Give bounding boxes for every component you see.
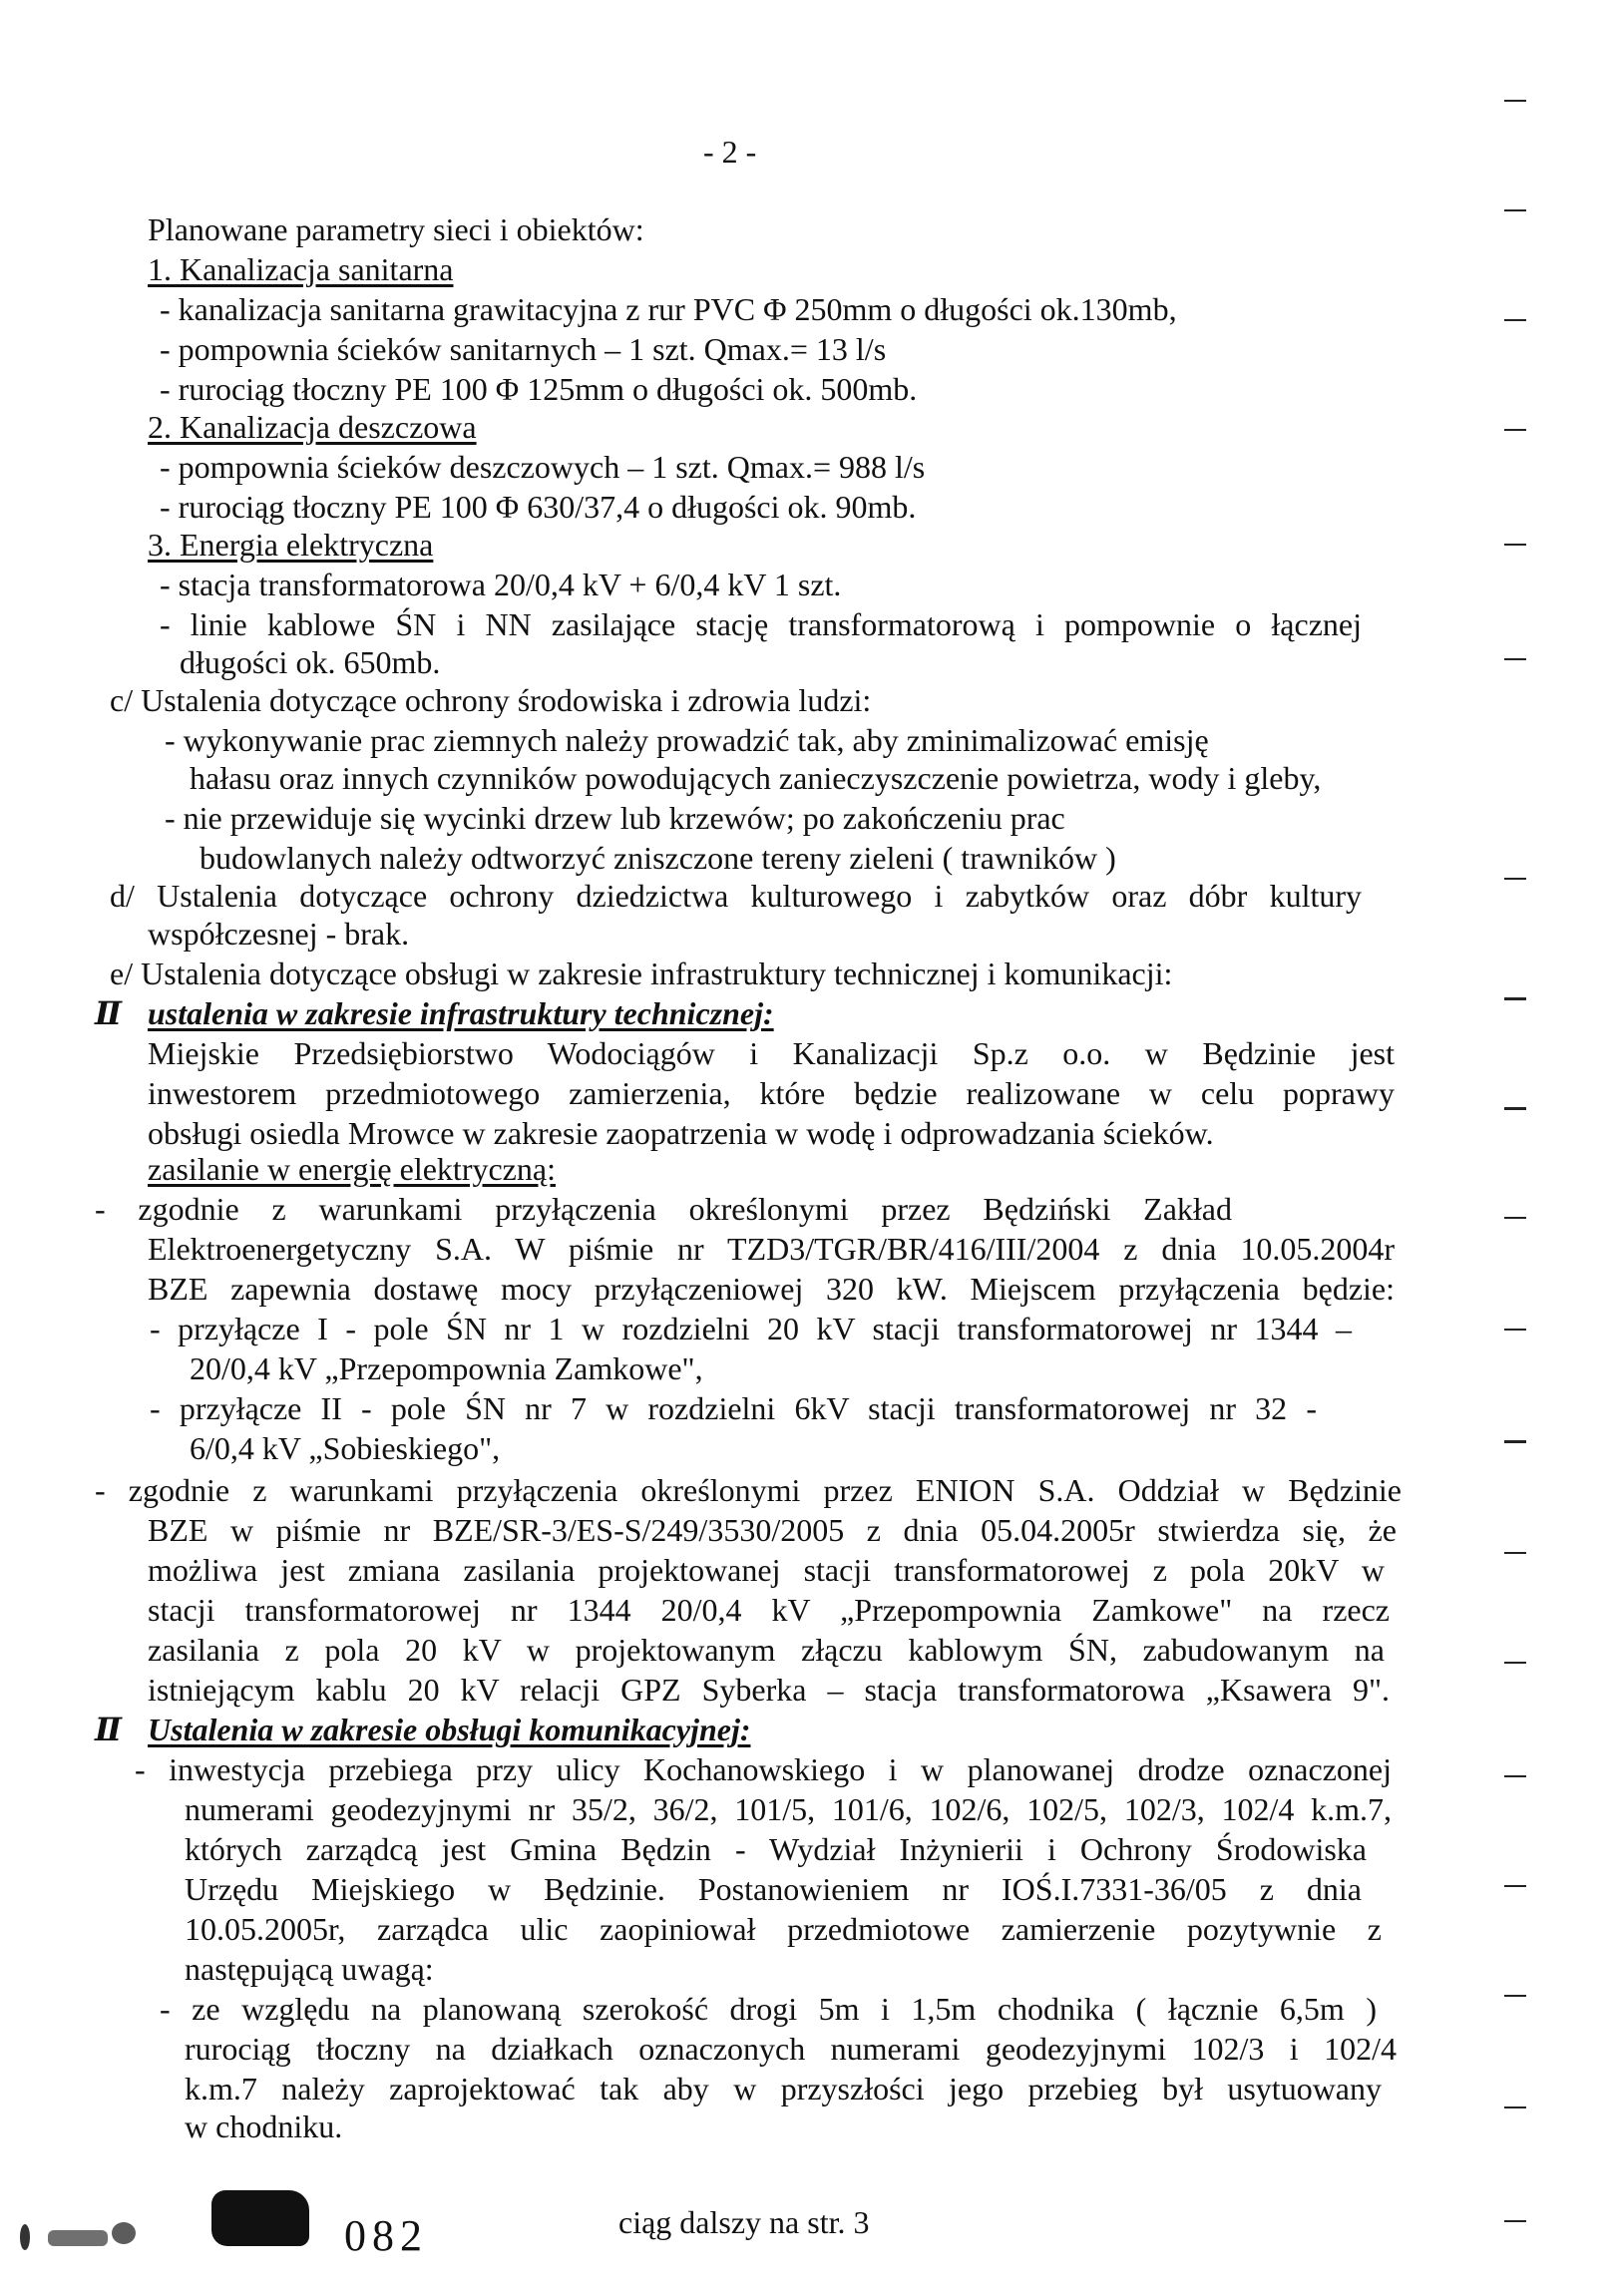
- list-item: - ze względu na planowaną szerokość drogi 5m i 1,5m chodnika ( łącznie 6,5m ): [160, 1991, 1377, 2027]
- list-item: - kanalizacja sanitarna grawitacyjna z rur PVC Φ 250mm o długości ok.130mb,: [160, 291, 1177, 327]
- list-item: - rurociąg tłoczny PE 100 Φ 630/37,4 o długości ok. 90mb.: [160, 489, 917, 525]
- margin-mark: [1504, 1217, 1526, 1219]
- list-item-continuation: budowlanych należy odtworzyć zniszczone tereny zieleni ( trawników ): [200, 840, 1116, 876]
- list-item: - wykonywanie prac ziemnych należy prowadzić tak, aby zminimalizować emisję: [165, 722, 1209, 758]
- margin-mark: [1504, 1552, 1526, 1554]
- margin-mark: [1504, 1662, 1526, 1664]
- list-item: - linie kablowe ŚN i NN zasilające stację transformatorową i pompownie o łącznej: [160, 606, 1362, 642]
- list-item: - zgodnie z warunkami przyłączenia określonymi przez ENION S.A. Oddział w Będzinie: [95, 1472, 1402, 1508]
- list-item: - zgodnie z warunkami przyłączenia określonymi przez Będziński Zakład: [95, 1191, 1232, 1227]
- margin-mark: [1504, 997, 1526, 1000]
- margin-mark: [1504, 2106, 1526, 2108]
- margin-mark: [1504, 878, 1526, 880]
- list-item-continuation: hałasu oraz innych czynników powodujących zanieczyszczenie powietrza, wody i gleby,: [190, 760, 1322, 796]
- paragraph-c: c/ Ustalenia dotyczące ochrony środowiska i zdrowia ludzi:: [110, 682, 872, 718]
- list-item: - pompownia ścieków sanitarnych – 1 szt. Qmax.= 13 l/s: [160, 331, 887, 367]
- list-item-continuation: w chodniku.: [185, 2108, 343, 2144]
- margin-mark: [1504, 1440, 1526, 1443]
- list-item: - inwestycja przebiega przy ulicy Kochanowskiego i w planowanej drodze oznaczonej: [135, 1751, 1392, 1787]
- page-number: - 2 -: [703, 134, 757, 170]
- list-item-continuation: numerami geodezyjnymi nr 35/2, 36/2, 101/5, 101/6, 102/6, 102/5, 102/3, 102/4 k.m.7,: [185, 1791, 1392, 1827]
- komunikacja-marker: Ⅱ: [95, 1712, 122, 1747]
- list-item-continuation: których zarządcą jest Gmina Będzin - Wydział Inżynierii i Ochrony Środowiska: [185, 1831, 1367, 1867]
- margin-mark: [1504, 2220, 1526, 2222]
- list-item-continuation: długości ok. 650mb.: [180, 644, 441, 680]
- continuation-note: ciąg dalszy na str. 3: [618, 2204, 870, 2240]
- paragraph-line: obsługi osiedla Mrowce w zakresie zaopatrzenia w wodę i odprowadzania ścieków.: [148, 1115, 1214, 1151]
- margin-mark: [1504, 319, 1526, 321]
- paragraph-line: inwestorem przedmiotowego zamierzenia, które będzie realizowane w celu poprawy: [148, 1075, 1395, 1111]
- list-item-continuation: BZE zapewnia dostawę mocy przyłączeniowej 320 kW. Miejscem przyłączenia będzie:: [148, 1271, 1395, 1307]
- list-item-continuation: następującą uwagą:: [185, 1951, 434, 1987]
- list-item-continuation: 20/0,4 kV „Przepompownia Zamkowe",: [190, 1350, 703, 1386]
- list-item-continuation: rurociąg tłoczny na działkach oznaczonych numerami geodezyjnymi 102/3 i 102/4: [185, 2031, 1397, 2067]
- margin-mark: [1504, 658, 1526, 660]
- list-item-continuation: Elektroenergetyczny S.A. W piśmie nr TZD3/TGR/BR/416/III/2004 z dnia 10.05.2004r: [148, 1231, 1395, 1267]
- subsection-title-energia-elektryczna: 3. Energia elektryczna: [148, 527, 434, 563]
- list-item-continuation: Urzędu Miejskiego w Będzinie. Postanowieniem nr IOŚ.I.7331-36/05 z dnia: [185, 1871, 1362, 1907]
- subsection-title-zasilanie: zasilanie w energię elektryczną:: [148, 1151, 556, 1187]
- list-item-continuation: stacji transformatorowej nr 1344 20/0,4 kV „Przepompownia Zamkowe" na rzecz: [148, 1592, 1390, 1628]
- ink-blot: [211, 2190, 309, 2246]
- margin-mark: [1504, 1995, 1526, 1997]
- list-item-continuation: możliwa jest zmiana zasilania projektowanej stacji transformatorowej z pola 20kV w: [148, 1552, 1385, 1588]
- paragraph-d: d/ Ustalenia dotyczące ochrony dziedzictwa kulturowego i zabytków oraz dóbr kultury: [110, 878, 1362, 914]
- margin-mark: [1504, 1775, 1526, 1777]
- infra-marker: Ⅱ: [95, 995, 122, 1031]
- scan-speck: [112, 2222, 136, 2244]
- list-item: - rurociąg tłoczny PE 100 Φ 125mm o długości ok. 500mb.: [160, 371, 918, 407]
- margin-mark: [1504, 1329, 1526, 1331]
- margin-mark: [1504, 1107, 1526, 1110]
- list-item-continuation: 10.05.2005r, zarządca ulic zaopiniował przedmiotowe zamierzenie pozytywnie z: [185, 1911, 1382, 1947]
- list-item-continuation: 6/0,4 kV „Sobieskiego",: [190, 1430, 501, 1466]
- margin-mark: [1504, 544, 1526, 546]
- list-item-continuation: BZE w piśmie nr BZE/SR-3/ES-S/249/3530/2005 z dnia 05.04.2005r stwierdza się, że: [148, 1512, 1397, 1548]
- list-item: - pompownia ścieków deszczowych – 1 szt. Qmax.= 988 l/s: [160, 449, 926, 485]
- subsection-title-kanalizacja-sanitarna: 1. Kanalizacja sanitarna: [148, 251, 454, 287]
- paragraph-line: Miejskie Przedsiębiorstwo Wodociągów i Kanalizacji Sp.z o.o. w Będzinie jest: [148, 1035, 1395, 1071]
- margin-mark: [1504, 429, 1526, 431]
- paragraph-d-continuation: współczesnej - brak.: [148, 916, 410, 952]
- margin-mark: [1504, 209, 1526, 211]
- scan-speck: [48, 2230, 108, 2246]
- list-item: - nie przewiduje się wycinki drzew lub krzewów; po zakończeniu prac: [165, 800, 1065, 836]
- subsection-title-komunikacja: Ustalenia w zakresie obsługi komunikacyjnej:: [148, 1712, 751, 1747]
- list-item: - przyłącze I - pole ŚN nr 1 w rozdzielni 20 kV stacji transformatorowej nr 1344 –: [150, 1311, 1352, 1346]
- subsection-title-kanalizacja-deszczowa: 2. Kanalizacja deszczowa: [148, 409, 477, 445]
- list-item: - stacja transformatorowa 20/0,4 kV + 6/0,4 kV 1 szt.: [160, 567, 842, 602]
- list-item-continuation: zasilania z pola 20 kV w projektowanym złączu kablowym ŚN, zabudowanym na: [148, 1632, 1385, 1668]
- list-item-continuation: k.m.7 należy zaprojektować tak aby w przyszłości jego przebieg był usytuowany: [185, 2071, 1382, 2106]
- scan-speck: [20, 2224, 30, 2250]
- margin-mark: [1504, 100, 1526, 102]
- subsection-title-infrastruktura: ustalenia w zakresie infrastruktury technicznej:: [148, 995, 774, 1031]
- margin-mark: [1504, 1885, 1526, 1887]
- list-item: - przyłącze II - pole ŚN nr 7 w rozdzielni 6kV stacji transformatorowej nr 32 -: [150, 1390, 1317, 1426]
- section-heading: Planowane parametry sieci i obiektów:: [148, 211, 644, 247]
- list-item-continuation: istniejącym kablu 20 kV relacji GPZ Syberka – stacja transformatorowa „Ksawera 9".: [148, 1672, 1390, 1708]
- stamp-number: 082: [344, 2211, 428, 2260]
- paragraph-e: e/ Ustalenia dotyczące obsługi w zakresie infrastruktury technicznej i komunikacji:: [110, 956, 1173, 991]
